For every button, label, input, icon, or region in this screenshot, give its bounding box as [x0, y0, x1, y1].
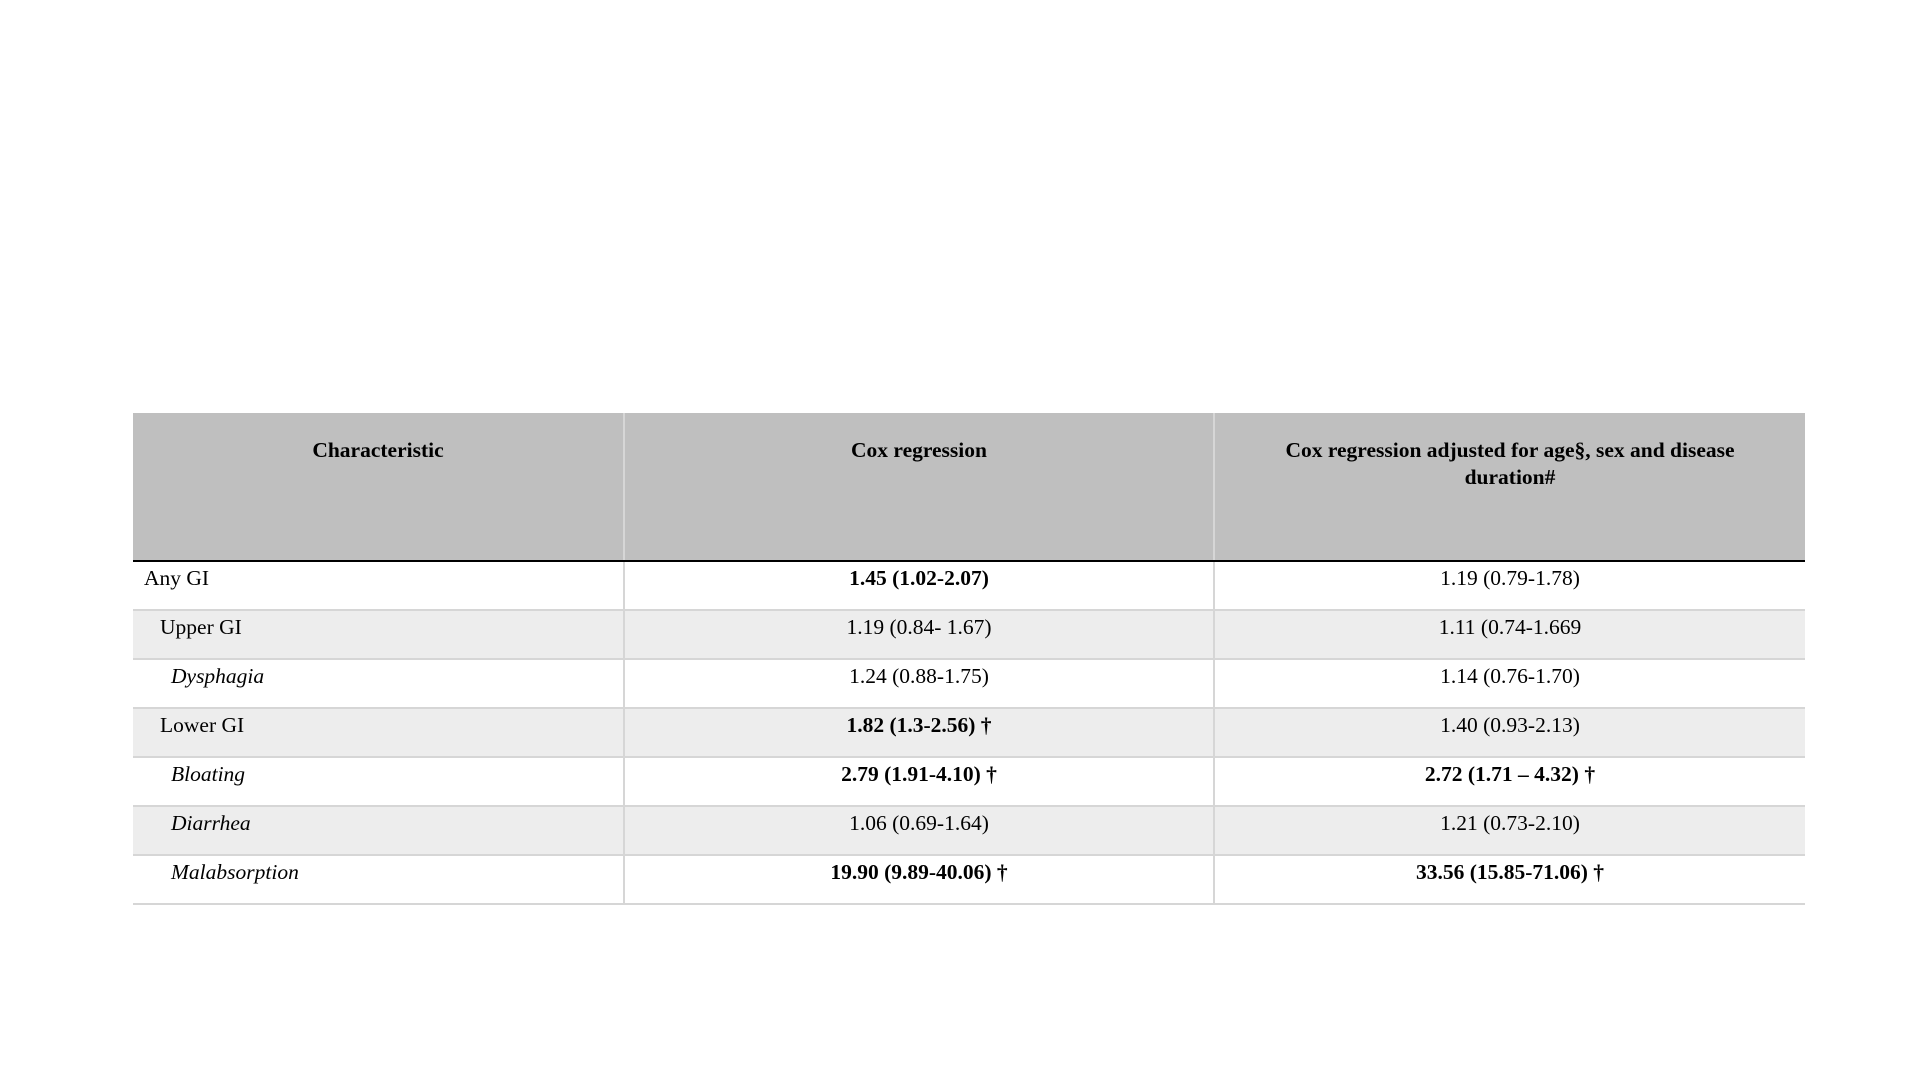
cox-value: 2.79 (1.91-4.10) † — [624, 757, 1214, 806]
cox-value: 1.82 (1.3-2.56) † — [624, 708, 1214, 757]
table-row — [133, 806, 1805, 855]
cox-value: 19.90 (9.89-40.06) † — [624, 855, 1214, 904]
row-label: Lower GI — [133, 708, 624, 757]
row-label: Dysphagia — [133, 659, 624, 708]
adjusted-value: 1.21 (0.73-2.10) — [1214, 806, 1805, 855]
header-cox-adjusted: Cox regression adjusted for age§, sex and disease duration# — [1214, 413, 1805, 561]
results-table-container — [133, 413, 1805, 905]
row-label: Diarrhea — [133, 806, 624, 855]
row-label: Upper GI — [133, 610, 624, 659]
row-label: Any GI — [133, 561, 624, 610]
adjusted-value: 33.56 (15.85-71.06) † — [1214, 855, 1805, 904]
table-row — [133, 708, 1805, 757]
adjusted-value: 2.72 (1.71 – 4.32) † — [1214, 757, 1805, 806]
adjusted-value: 1.11 (0.74-1.669 — [1214, 610, 1805, 659]
row-label: Bloating — [133, 757, 624, 806]
table-row — [133, 757, 1805, 806]
table-row — [133, 855, 1805, 904]
table-row — [133, 561, 1805, 610]
row-label: Malabsorption — [133, 855, 624, 904]
adjusted-value: 1.14 (0.76-1.70) — [1214, 659, 1805, 708]
results-table — [133, 413, 1805, 905]
adjusted-value: 1.40 (0.93-2.13) — [1214, 708, 1805, 757]
cox-value: 1.19 (0.84- 1.67) — [624, 610, 1214, 659]
header-cox-regression: Cox regression — [624, 413, 1214, 561]
table-header — [133, 413, 1805, 561]
table-body — [133, 561, 1805, 904]
adjusted-value: 1.19 (0.79-1.78) — [1214, 561, 1805, 610]
cox-value: 1.06 (0.69-1.64) — [624, 806, 1214, 855]
table-row — [133, 610, 1805, 659]
header-characteristic: Characteristic — [133, 413, 624, 561]
cox-value: 1.24 (0.88-1.75) — [624, 659, 1214, 708]
table-row — [133, 659, 1805, 708]
cox-value: 1.45 (1.02-2.07) — [624, 561, 1214, 610]
header-row — [133, 413, 1805, 561]
